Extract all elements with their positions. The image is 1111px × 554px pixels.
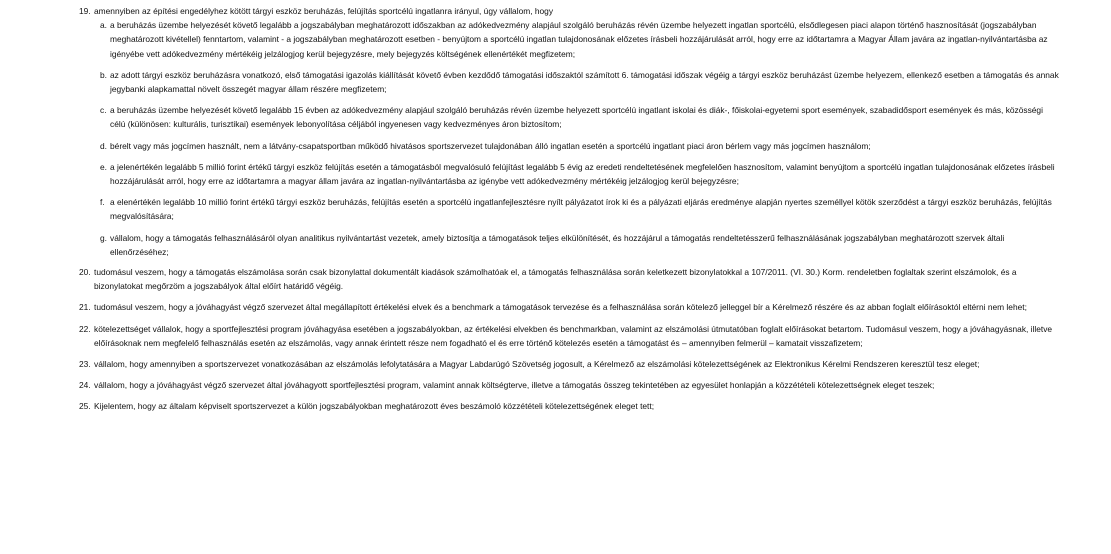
item-text: tudomásul veszem, hogy a jóváhagyást végző szervezet által megállapított értékelési elvek és a benchmark a támogatások tervezése és a felhasználása során kötelező jelleggel bír a Kérelmező részére és az abban foglalt előírásoktól eltérni nem lehet; <box>94 302 1027 313</box>
item-number: 22. <box>79 323 91 334</box>
item-text: kötelezettséget vállalok, hogy a sportfejlesztési program jóváhagyása esetében a jogszabályokban, az értékelési elvekben és benchmarkban, valamint az elszámolási útmutatóban foglalt előírásokat betartom. Tudomásul veszem, hogy a jóváhagyásnak, illetve előírásoknak nem megfelelő felhasználás esetén az elszámolás, vagy annak érintett része nem fogadható el és erre történő kötelezés esetén a támogatást és – amennyiben felmerül – kamatait visszafizetem; <box>94 323 1053 348</box>
sub-item-text: a beruházás üzembe helyezését követő legalább 15 évben az adókedvezmény alapjául szolgáló beruházás révén üzembe helyezett sportcélú ingatlant iskolai és diák-, főiskolai-egyetemi sport események, szabadidősport események és más, közösségi célú (különösen: kulturális, turisztikai) események lebonyolítása céljából ingyenesen vagy kedvezményes áron biztosítom; <box>110 105 1043 130</box>
sub-item-b <box>0 68 1111 96</box>
sub-item-letter: g. <box>100 232 107 243</box>
sub-item-e <box>0 160 1111 188</box>
item-number: 25. <box>79 401 91 412</box>
list-item-20 <box>0 265 1111 293</box>
sub-item-text: az adott tárgyi eszköz beruházásra vonatkozó, első támogatási igazolás kiállítását követő évben kezdődő támogatási időszaktól számított 6. támogatási időszak végéig a tárgyi eszköz beruházást üzembe helyezem, ellenkező esetben a támogatás és annak jegybanki alapkamattal növelt összegét magyar állam részére megfizetem; <box>110 69 1059 95</box>
list-item-25 <box>0 399 1111 413</box>
sub-item-letter: c. <box>100 105 107 116</box>
list-item-22 <box>0 322 1111 350</box>
sub-item-text: a beruházás üzembe helyezését követő legalább a jogszabályban meghatározott időszakban az adókedvezmény alapjául szolgáló beruházás révén üzembe helyezett ingatlan sportcélú, elsődlegesen piaci alapon történő hasznosítását (jogszabályban meghatározott kivétellel) fenntartom, valamint - a jogszabályban meghatározott esetben - benyújtom a sportcélú ingatlan tulajdonosának előzetes írásbeli hozzájárulását arról, hogy erre az időtartamra a Magyar Állam javára az ingatlan-nyilvántartásba az igényébe vett adókedvezmény mértékéig jelzálogjog kerül bejegyzésre, mely bejegyzés költségének ellenértékét megfizetem; <box>110 20 1048 59</box>
item-number: 20. <box>79 267 91 278</box>
sub-item-letter: a. <box>100 20 107 31</box>
sub-item-text: a elenértékén legalább 10 millió forint értékű tárgyi eszköz beruházás, felújítás esetén a sportcélú ingatlanfejlesztésre nyílt pályázatot írok ki és a pályázati eljárás eredménye alapján nyertes személlyel kötök szerződést a tárgyi eszköz beruházás, felújítás megvalósítására; <box>110 197 1052 222</box>
sub-item-d <box>0 139 1111 153</box>
list-item-23 <box>0 357 1111 371</box>
sub-item-c <box>0 103 1111 131</box>
sub-item-a <box>0 18 1111 61</box>
item-text: Kijelentem, hogy az általam képviselt sportszervezet a külön jogszabályokban meghatározott éves beszámoló közzétételi kötelezettségének eleget tett; <box>94 401 655 412</box>
sub-item-letter: b. <box>100 69 107 80</box>
sub-item-letter: f. <box>100 197 105 208</box>
list-item-21 <box>0 300 1111 314</box>
sub-item-letter: e. <box>100 161 107 172</box>
item-number: 23. <box>79 359 91 370</box>
item-text: amennyiben az építési engedélyhez kötött tárgyi eszköz beruházás, felújítás sportcélú ingatlanra irányul, úgy vállalom, hogy <box>94 6 554 16</box>
sub-item-f <box>0 195 1111 223</box>
sub-item-text: a jelenértékén legalább 5 millió forint értékű tárgyi eszköz felújítás esetén a támogatásból megvalósuló felújítást legalább 5 évig az eredeti rendeltetésének megfelelően hasznosítom, valamint benyújtom a sportcélú ingatlan tulajdonosának előzetes írásbeli hozzájárulását arról, hogy erre az időtartamra a magyar állam javára az ingatlan-nyilvántartásba az igénybe vett adókedvezmény mértékéig jelzálogjog kerül bejegyzésre; <box>110 161 1055 187</box>
sub-item-g <box>0 231 1111 259</box>
sub-item-text: bérelt vagy más jogcímen használt, nem a látvány-csapatsportban működő hivatásos sportszervezet tulajdonában álló ingatlan esetén a sportcélú ingatlant piaci áron bérlem vagy más jogcímen használom; <box>110 140 871 151</box>
item-number: 24. <box>79 380 91 391</box>
sub-item-letter: d. <box>100 140 107 151</box>
sub-item-text: vállalom, hogy a támogatás felhasználásáról olyan analitikus nyilvántartást vezetek, amely biztosítja a támogatások teljes elkülönítését, és hozzájárul a támogatás rendeltetésszerű felhasználásának jogszabályban meghatározott szervek általi ellenőrzéséhez; <box>110 232 1005 257</box>
item-number: 21. <box>79 302 91 313</box>
list-item-19 <box>0 4 1111 18</box>
list-item-24 <box>0 378 1111 392</box>
item-text: vállalom, hogy a jóváhagyást végző szervezet által jóváhagyott sportfejlesztési program, valamint annak költségterve, illetve a támogatás összeg tekintetében az egyesület honlapján a közzétételi kötelezettségnek eleget teszek; <box>94 380 935 391</box>
item-text: tudomásul veszem, hogy a támogatás elszámolása során csak bizonylattal dokumentált kiadások számolhatóak el, a támogatás felhasználása során keletkezett bizonylatokkal a 107/2011. (VI. 30.) Korm. rendeletben foglaltak szerint elszámolok, és a bizonylatokat megőrzöm a jogszabályok által előírt határidő végéig. <box>94 267 1017 292</box>
item-text: vállalom, hogy amennyiben a sportszervezet vonatkozásában az elszámolás lefolytatására a Magyar Labdarúgó Szövetség jogosult, a Kérelmező az elszámolási kötelezettségének az Elektronikus Kérelmi Rendszeren keresztül tesz eleget; <box>94 359 980 370</box>
document-page <box>0 4 1111 414</box>
item-number: 19. <box>79 6 91 16</box>
